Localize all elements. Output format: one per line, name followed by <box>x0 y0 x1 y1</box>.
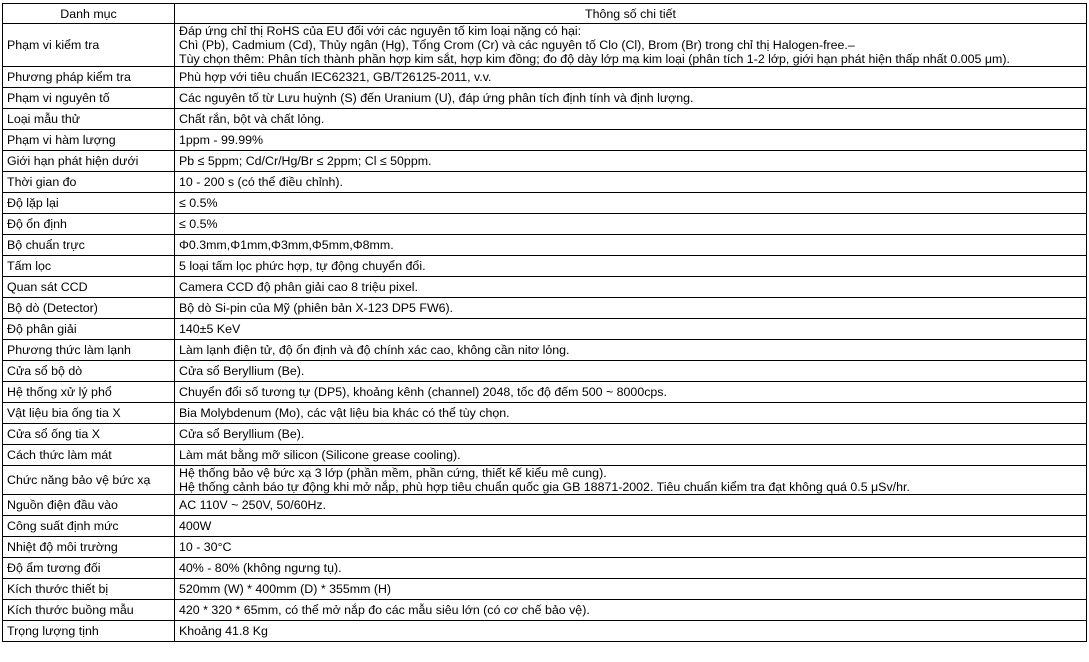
row-label: Hệ thống xử lý phổ <box>3 382 175 403</box>
row-label: Cửa sổ ống tia X <box>3 424 175 445</box>
row-value <box>175 558 1087 579</box>
table-row <box>3 319 1087 340</box>
row-label: Vật liệu bia ống tia X <box>3 403 175 424</box>
row-value <box>175 516 1087 537</box>
row-value <box>175 151 1087 172</box>
row-value <box>175 298 1087 319</box>
value-line: Cửa sổ Beryllium (Be). <box>179 364 305 378</box>
row-value <box>175 130 1087 151</box>
row-value <box>175 319 1087 340</box>
row-value <box>175 361 1087 382</box>
row-label: Phạm vi nguyên tố <box>3 88 175 109</box>
row-label: Độ ẩm tương đối <box>3 558 175 579</box>
value-line: 520mm (W) * 400mm (D) * 355mm (H) <box>179 582 392 596</box>
row-value <box>175 600 1087 621</box>
row-label: Bộ dò (Detector) <box>3 298 175 319</box>
table-row <box>3 88 1087 109</box>
row-label: Giới hạn phát hiện dưới <box>3 151 175 172</box>
row-label: Chức năng bảo vệ bức xạ <box>3 466 175 495</box>
table-row <box>3 130 1087 151</box>
row-value <box>175 109 1087 130</box>
table-row <box>3 151 1087 172</box>
value-line: Hệ thống bảo vệ bức xạ 3 lớp (phần mềm, phần cứng, thiết kế kiểu mê cung). <box>179 466 607 480</box>
row-value <box>175 88 1087 109</box>
row-label: Nhiệt độ môi trường <box>3 537 175 558</box>
row-label: Độ phân giải <box>3 319 175 340</box>
table-row <box>3 361 1087 382</box>
table-row <box>3 495 1087 516</box>
value-line: Tùy chọn thêm: Phân tích thành phần hợp kim sắt, hợp kim đồng; đo độ dày lớp mạ kim loại (phân tích 1-2 lớp, giới hạn phát hiện thấp nhất 0.005 μm). <box>179 52 1010 66</box>
row-value <box>175 382 1087 403</box>
row-value <box>175 424 1087 445</box>
table-row <box>3 558 1087 579</box>
value-line: Chất rắn, bột và chất lỏng. <box>179 112 325 126</box>
table-row <box>3 109 1087 130</box>
row-value <box>175 495 1087 516</box>
row-value <box>175 67 1087 88</box>
row-label: Phạm vi kiểm tra <box>3 24 175 67</box>
table-row <box>3 537 1087 558</box>
value-line: ≤ 0.5% <box>179 217 218 231</box>
table-row <box>3 445 1087 466</box>
value-line: 140±5 KeV <box>179 322 241 336</box>
value-line: Hệ thống cảnh báo tự động khi mở nắp, phù hợp tiêu chuẩn quốc gia GB 18871-2002. Tiêu chuẩn kiểm tra đạt không quá 0.5 μSv/hr. <box>179 480 910 494</box>
row-label: Độ ổn định <box>3 214 175 235</box>
header-details: Thông số chi tiết <box>175 4 1087 24</box>
value-line: Phù hợp với tiêu chuẩn IEC62321, GB/T26125-2011, v.v. <box>179 70 492 84</box>
table-row <box>3 298 1087 319</box>
value-line: Chì (Pb), Cadmium (Cd), Thủy ngân (Hg), Tổng Crom (Cr) và các nguyên tố Clo (Cl), Brom (Br) trong chỉ thị Halogen-free.– <box>179 38 855 52</box>
row-label: Bộ chuẩn trực <box>3 235 175 256</box>
row-label: Phương thức làm lạnh <box>3 340 175 361</box>
value-line: Chuyển đổi số tương tự (DP5), khoảng kênh (channel) 2048, tốc độ đếm 500 ~ 8000cps. <box>179 385 667 399</box>
row-value <box>175 340 1087 361</box>
value-line: AC 110V ~ 250V, 50/60Hz. <box>179 498 327 512</box>
value-line: Khoảng 41.8 Kg <box>179 624 268 638</box>
spec-table <box>2 3 1087 642</box>
row-value <box>175 193 1087 214</box>
table-row <box>3 403 1087 424</box>
table-row <box>3 24 1087 67</box>
value-line: 420 * 320 * 65mm, có thể mở nắp đo các mẫu siêu lớn (có cơ chế bảo vệ). <box>179 603 590 617</box>
row-label: Phạm vi hàm lượng <box>3 130 175 151</box>
row-value <box>175 277 1087 298</box>
spec-table-container <box>2 3 1086 642</box>
value-line: 5 loại tấm lọc phức hợp, tự động chuyển đổi. <box>179 259 426 273</box>
value-line: ≤ 0.5% <box>179 196 218 210</box>
value-line: Đáp ứng chỉ thị RoHS của EU đối với các nguyên tố kim loại nặng có hại: <box>179 24 582 38</box>
row-label: Phương pháp kiểm tra <box>3 67 175 88</box>
row-value <box>175 172 1087 193</box>
value-line: Cửa sổ Beryllium (Be). <box>179 427 305 441</box>
spec-table-head <box>3 4 1087 24</box>
table-row <box>3 516 1087 537</box>
row-value <box>175 214 1087 235</box>
row-value <box>175 235 1087 256</box>
value-line: 1ppm - 99.99% <box>179 133 264 147</box>
table-row <box>3 579 1087 600</box>
table-row <box>3 214 1087 235</box>
value-line: Làm mát bằng mỡ silicon (Silicone grease cooling). <box>179 448 461 462</box>
table-row <box>3 172 1087 193</box>
row-label: Kích thước thiết bị <box>3 579 175 600</box>
row-value <box>175 466 1087 495</box>
row-value <box>175 403 1087 424</box>
row-label: Cách thức làm mát <box>3 445 175 466</box>
row-label: Nguồn điện đầu vào <box>3 495 175 516</box>
row-label: Loại mẫu thử <box>3 109 175 130</box>
table-row <box>3 235 1087 256</box>
row-value <box>175 537 1087 558</box>
value-line: 40% - 80% (không ngưng tụ). <box>179 561 342 575</box>
value-line: Φ0.3mm,Φ1mm,Φ3mm,Φ5mm,Φ8mm. <box>179 238 394 252</box>
table-row <box>3 466 1087 495</box>
header-category: Danh mục <box>3 4 175 24</box>
row-value <box>175 24 1087 67</box>
value-line: 400W <box>179 519 212 533</box>
row-label: Tấm lọc <box>3 256 175 277</box>
value-line: Bia Molybdenum (Mo), các vật liệu bia khác có thể tùy chọn. <box>179 406 510 420</box>
value-line: 10 - 30°C <box>179 540 232 554</box>
row-value <box>175 445 1087 466</box>
value-line: Làm lạnh điện tử, độ ổn định và độ chính xác cao, không cần nitơ lỏng. <box>179 343 570 357</box>
value-line: 10 - 200 s (có thể điều chỉnh). <box>179 175 343 189</box>
value-line: Camera CCD độ phân giải cao 8 triệu pixel. <box>179 280 418 294</box>
row-label: Trọng lượng tịnh <box>3 621 175 642</box>
spec-table-body <box>3 24 1087 642</box>
row-label: Cửa sổ bộ dò <box>3 361 175 382</box>
table-row <box>3 277 1087 298</box>
row-value <box>175 579 1087 600</box>
row-label: Công suất định mức <box>3 516 175 537</box>
row-label: Quan sát CCD <box>3 277 175 298</box>
table-row <box>3 67 1087 88</box>
value-line: Các nguyên tố từ Lưu huỳnh (S) đến Uranium (U), đáp ứng phân tích định tính và định lượng. <box>179 91 694 105</box>
table-row <box>3 424 1087 445</box>
row-label: Kích thước buồng mẫu <box>3 600 175 621</box>
row-value <box>175 256 1087 277</box>
value-line: Bộ dò Si-pin của Mỹ (phiên bản X-123 DP5 FW6). <box>179 301 454 315</box>
header-row <box>3 4 1087 24</box>
table-row <box>3 256 1087 277</box>
row-label: Thời gian đo <box>3 172 175 193</box>
table-row <box>3 600 1087 621</box>
table-row <box>3 621 1087 642</box>
table-row <box>3 193 1087 214</box>
row-label: Độ lặp lại <box>3 193 175 214</box>
value-line: Pb ≤ 5ppm; Cd/Cr/Hg/Br ≤ 2ppm; Cl ≤ 50ppm. <box>179 154 432 168</box>
table-row <box>3 382 1087 403</box>
table-row <box>3 340 1087 361</box>
row-value <box>175 621 1087 642</box>
